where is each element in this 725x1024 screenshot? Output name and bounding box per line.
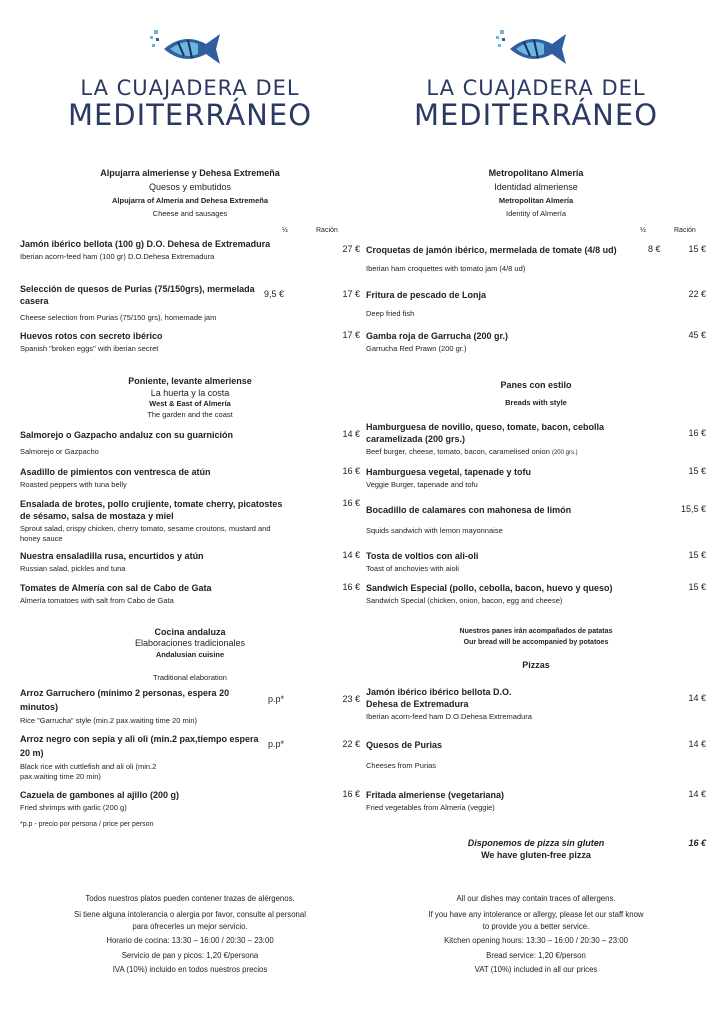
dish-description: Salmorejo or Gazpacho (20, 447, 99, 456)
dish-name: Huevos rotos con secreto ibérico (20, 331, 163, 341)
dish-price-unit: p.p* (268, 694, 285, 704)
dish-description: Squids sandwich with lemon mayonnaise (366, 526, 503, 535)
dish-description: Almería tomatoes with salt from Cabo de Gata (20, 596, 174, 605)
section-subtitle: La huerta y la costa (150, 388, 230, 398)
section-title-en: West & East of Almería (149, 399, 231, 408)
dish-description: Veggie Burger, tapenade and tofu (366, 480, 478, 489)
pizzas-title: Pizzas (522, 660, 550, 670)
dish-description: Iberian acorn-feed ham (100 gr) D.O.Dehesa Extremadura (20, 252, 215, 261)
dish-half-price: 9,5 € (264, 289, 285, 299)
footer-intolerance: If you have any intolerance or allergy, please let our staff know (428, 910, 644, 919)
menu-item (20, 686, 360, 726)
menu-item (20, 238, 360, 262)
section-title: Panes con estilo (500, 380, 572, 390)
dish-description: Fried vegetables from Almeria (veggie) (366, 803, 495, 812)
footer-vat: IVA (10%) incluido en todos nuestros precios (112, 965, 268, 974)
section-title: Metropolitano Almería (488, 168, 584, 178)
dish-price: 23 € (342, 694, 360, 704)
bread-note: Nuestros panes irán acompañados de patatas (459, 628, 613, 635)
dish-description: Toast of anchovies with aioli (366, 564, 459, 573)
dish-name: Arroz Garruchero (mínimo 2 personas, espera 20 minutos) (20, 688, 230, 712)
menu-item (366, 421, 706, 458)
dish-description: Black rice with cuttlefish and ali oli (min.2 pax.waiting time 20 min) (20, 762, 157, 781)
footer-bread-service: Servicio de pan y picos: 1,20 €/persona (121, 951, 259, 960)
brand-line2: MEDITERRÁNEO (67, 98, 313, 132)
dish-price: 16 € (342, 582, 360, 592)
section-title: Cocina andaluza (154, 627, 226, 637)
footer-allergens: All our dishes may contain traces of allergens. (456, 894, 616, 903)
dish-description: Deep fried fish (366, 309, 415, 318)
section-subtitle-en: Cheese and sausages (152, 209, 228, 218)
dish-description: Cheese selection from Purias (75/150 grs), homemade jam (20, 313, 217, 322)
dish-name: Nuestra ensaladilla rusa, encurtidos y atún (20, 551, 204, 561)
dish-name: Tomates de Almería con sal de Cabo de Gata (20, 583, 212, 593)
dish-description: Sandwich Special (chicken, onion, bacon, egg and cheese) (366, 596, 563, 605)
price-per-person-note: *p.p - precio por persona / price per person (20, 821, 154, 828)
menu-item (20, 789, 360, 813)
section-subtitle-en: Identity of Almería (505, 209, 567, 218)
dish-name: Gamba roja de Garrucha (200 gr.) (366, 331, 509, 341)
dish-name: Ensalada de brotes, pollo crujiente, tomate cherry, picatostes de sésamo, salsa de mostaza y miel (20, 499, 283, 521)
menu-item (366, 504, 706, 536)
menu-item (366, 330, 706, 354)
section-subtitle: Identidad almeriense (494, 182, 578, 192)
dish-name: Fritada almeriense (vegetariana) (366, 790, 505, 800)
gluten-free-price: 16 € (688, 838, 706, 848)
dish-name: Hamburguesa de novillo, queso, tomate, bacon, cebolla caramelizada (200 grs.) (366, 422, 605, 444)
dish-price: 14 € (342, 429, 360, 439)
section-title-en: Breads with style (505, 398, 567, 407)
footer-kitchen-hours: Horario de cocina: 13:30 – 16:00 / 20:30 – 23:00 (106, 936, 274, 945)
dish-description: Fried shrimps with garlic (200 g) (20, 803, 127, 812)
half-portion-label: ½ (282, 227, 288, 234)
menu-item (366, 739, 706, 771)
ration-label: Ración (316, 227, 338, 234)
menu-item (366, 686, 706, 722)
section-title: Alpujarra almeriense y Dehesa Extremeña (100, 168, 280, 178)
section-title-en: Metropolitan Almería (498, 196, 574, 205)
dish-description: Garrucha Red Prawn (200 gr.) (366, 344, 467, 353)
brand-line2: MEDITERRÁNEO (413, 98, 659, 132)
menu-item (366, 244, 706, 274)
dish-price: 16 € (342, 466, 360, 476)
gluten-free-note-en: We have gluten-free pizza (481, 850, 591, 860)
dish-name: Arroz negro con sepia y ali oli (min.2 pax,tiempo espera 20 m) (20, 734, 259, 758)
menu-item (20, 429, 360, 457)
brand-logo (366, 26, 706, 131)
menu-item (20, 283, 360, 323)
brand-logo (20, 26, 360, 131)
dish-name: Jamón ibérico bellota (100 g) D.O. Dehesa de Extremadura (20, 239, 271, 249)
dish-description: Sprout salad, crispy chicken, cherry tomato, sesame croutons, mustard and honey sauce (20, 524, 271, 543)
dish-description: Cheeses from Purias (366, 761, 437, 770)
dish-description: Iberian acorn-feed ham D.O.Dehesa Extremadura (366, 712, 532, 721)
menu-item (366, 550, 706, 574)
brand-line1: LA CUAJADERA DEL (80, 76, 300, 100)
footer-intolerance: Si tiene alguna intolerancia o alergia por favor, consulte al personal (74, 910, 306, 919)
menu-item (366, 582, 706, 606)
menu-item (20, 582, 360, 606)
dish-name: Quesos de Purias (366, 740, 443, 750)
dish-price: 17 € (342, 330, 360, 340)
dish-description-weight: (200 grs.) (551, 450, 578, 456)
dish-description-text: Beef burger, cheese, tomato, bacon, caramelised onion (366, 447, 550, 456)
fish-logo-icon (494, 26, 578, 72)
dish-price: 14 € (342, 550, 360, 560)
section-title-en: Alpujarra of Almeria and Dehesa Extremeña (111, 196, 269, 205)
dish-name: Jamón ibérico ibérico bellota D.O. Dehesa de Extremadura (366, 687, 512, 709)
footer-bread-service: Bread service: 1,20 €/person (486, 951, 586, 960)
dish-price: 16 € (688, 428, 706, 438)
section-subtitle: Elaboraciones tradicionales (134, 638, 246, 648)
dish-half-price: 8 € (648, 244, 661, 254)
dish-description (366, 447, 706, 458)
dish-description: Rice "Garrucha" style (min.2 pax.waiting time 20 min) (20, 716, 198, 725)
dish-price: 17 € (342, 289, 360, 299)
dish-description: Russian salad, pickles and tuna (20, 564, 126, 573)
dish-price: 15,5 € (680, 504, 706, 514)
footer-allergens: Todos nuestros platos pueden contener trazas de alérgenos. (85, 894, 295, 903)
dish-name: Salmorejo o Gazpacho andaluz con su guarnición (20, 430, 234, 440)
dish-description: Iberian ham croquettes with tomato jam (4/8 ud) (366, 264, 526, 273)
dish-price: 14 € (688, 693, 706, 703)
dish-price: 14 € (688, 789, 706, 799)
menu-item (20, 550, 360, 574)
section-subtitle-en: Traditional elaboration (153, 673, 227, 682)
dish-description: Spanish "broken eggs" with iberian secret (20, 344, 159, 353)
dish-price: 22 € (342, 739, 360, 749)
section-subtitle-en: The garden and the coast (147, 410, 233, 419)
dish-name: Sandwich Especial (pollo, cebolla, bacon, huevo y queso) (366, 583, 613, 593)
menu-item (366, 289, 706, 319)
section-title: Poniente, levante almeriense (128, 376, 252, 386)
menu-item (20, 466, 360, 490)
brand-line1: LA CUAJADERA DEL (426, 76, 646, 100)
dish-price: 15 € (688, 466, 706, 476)
gluten-free-note: Disponemos de pizza sin gluten (467, 838, 605, 848)
dish-price: 15 € (688, 244, 706, 254)
dish-price-unit: p.p* (268, 739, 285, 749)
menu-item (20, 330, 360, 354)
footer-vat: VAT (10%) included in all our prices (474, 965, 598, 974)
dish-price: 16 € (342, 789, 360, 799)
menu-item (20, 498, 360, 544)
footer-kitchen-hours: Kitchen opening hours: 13:30 – 16:00 / 20:30 – 23:00 (444, 936, 628, 945)
ration-label: Ración (674, 227, 696, 234)
footer-intolerance-2: para ofrecerles un mejor servicio. (132, 922, 248, 931)
dish-description: Roasted peppers with tuna belly (20, 480, 127, 489)
dish-price: 27 € (342, 244, 360, 254)
dish-name: Bocadillo de calamares con mahonesa de limón (366, 505, 572, 515)
dish-price: 22 € (688, 289, 706, 299)
dish-name: Asadillo de pimientos con ventresca de atún (20, 467, 211, 477)
dish-price: 45 € (688, 330, 706, 340)
bread-note-en: Our bread will be accompanied by potatoes (463, 639, 609, 646)
half-portion-label: ½ (640, 227, 646, 234)
dish-name: Tosta de voltios con ali-oli (366, 551, 479, 561)
section-subtitle: Quesos y embutidos (148, 182, 232, 192)
dish-price: 15 € (688, 582, 706, 592)
dish-name: Croquetas de jamón ibérico, mermelada de tomate (4/8 ud) (366, 245, 617, 255)
dish-price: 15 € (688, 550, 706, 560)
dish-name: Fritura de pescado de Lonja (366, 290, 487, 300)
menu-item (366, 466, 706, 490)
dish-price: 14 € (688, 739, 706, 749)
dish-name: Cazuela de gambones al ajillo (200 g) (20, 790, 180, 800)
dish-name: Hamburguesa vegetal, tapenade y tofu (366, 467, 532, 477)
section-title-en: Andalusian cuisine (155, 650, 225, 659)
fish-logo-icon (148, 26, 232, 72)
dish-name: Selección de quesos de Purias (75/150grs), mermelada casera (20, 284, 255, 306)
menu-item (366, 789, 706, 813)
menu-item (20, 732, 360, 782)
footer-intolerance-2: to provide you a better service. (482, 922, 590, 931)
dish-price: 16 € (342, 498, 360, 508)
